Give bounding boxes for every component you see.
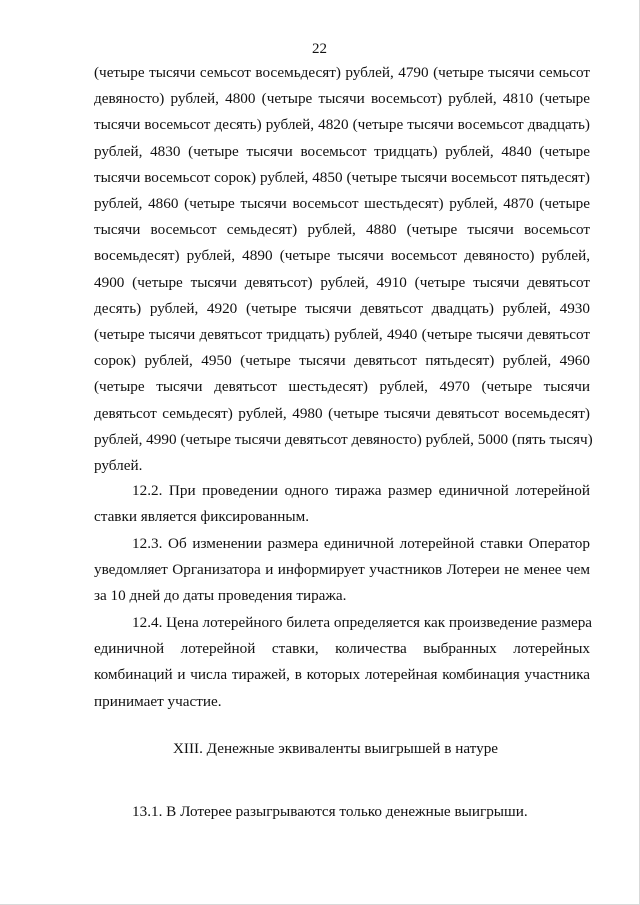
text-line: 12.3. Об изменении размера единичной лотерейной ставки Оператор xyxy=(132,535,590,552)
text-line: рублей. xyxy=(94,457,143,475)
text-line: рублей, 4860 (четыре тысячи восемьсот шестьдесят) рублей, 4870 (четыре xyxy=(94,195,590,213)
paragraph-12-4 xyxy=(94,610,593,715)
paragraph-13-1: 13.1. В Лотерее разыгрываются только денежные выигрыши. xyxy=(132,803,528,820)
text-line: за 10 дней до даты проведения тиража. xyxy=(94,587,347,605)
text-line: комбинаций и числа тиражей, в которых лотерейная комбинация участника xyxy=(94,666,590,684)
text-line: десять) рублей, 4920 (четыре тысячи девятьсот двадцать) рублей, 4930 xyxy=(94,299,590,317)
text-line: единичной лотерейной ставки, количества выбранных лотерейных xyxy=(94,640,590,658)
text-line: тысячи восемьсот десять) рублей, 4820 (четыре тысячи восемьсот двадцать) xyxy=(94,116,590,134)
section-heading: XIII. Денежные эквиваленты выигрышей в натуре xyxy=(172,740,499,757)
text-line: девятьсот семьдесят) рублей, 4980 (четыре тысячи девятьсот восемьдесят) xyxy=(94,404,590,422)
text-line: 12.4. Цена лотерейного билета определяется как произведение размера xyxy=(132,614,593,631)
text-line: (четыре тысячи девятьсот тридцать) рублей, 4940 (четыре тысячи девятьсот xyxy=(94,326,590,344)
paragraph-12-3 xyxy=(94,531,590,610)
text-line: тысячи восемьсот сорок) рублей, 4850 (четыре тысячи восемьсот пятьдесят) xyxy=(94,168,590,186)
continuation-paragraph xyxy=(94,60,593,479)
text-line: 4900 (четыре тысячи девятьсот) рублей, 4910 (четыре тысячи девятьсот xyxy=(94,273,590,291)
paragraph-12-2 xyxy=(94,478,590,530)
text-line: принимает участие. xyxy=(94,692,222,710)
text-line: (четыре тысячи девятьсот шестьдесят) рублей, 4970 (четыре тысячи xyxy=(94,378,590,396)
text-line: девяносто) рублей, 4800 (четыре тысячи восемьсот) рублей, 4810 (четыре xyxy=(94,90,590,108)
text-line: 12.2. При проведении одного тиража размер единичной лотерейной xyxy=(132,482,590,499)
page-number: 22 xyxy=(312,41,327,57)
text-line: (четыре тысячи семьсот восемьдесят) рублей, 4790 (четыре тысячи семьсот xyxy=(94,64,590,81)
text-line: рублей, 4990 (четыре тысячи девятьсот девяносто) рублей, 5000 (пять тысяч) xyxy=(94,430,593,448)
text-line: ставки является фиксированным. xyxy=(94,508,309,526)
text-line: тысячи восемьсот семьдесят) рублей, 4880 (четыре тысячи восемьсот xyxy=(94,221,590,239)
text-line: сорок) рублей, 4950 (четыре тысячи девятьсот пятьдесят) рублей, 4960 xyxy=(94,352,590,370)
text-line: восемьдесят) рублей, 4890 (четыре тысячи восемьсот девяносто) рублей, xyxy=(94,247,590,265)
text-line: уведомляет Организатора и информирует участников Лотереи не менее чем xyxy=(94,561,590,579)
text-line: рублей, 4830 (четыре тысячи восемьсот тридцать) рублей, 4840 (четыре xyxy=(94,142,590,160)
